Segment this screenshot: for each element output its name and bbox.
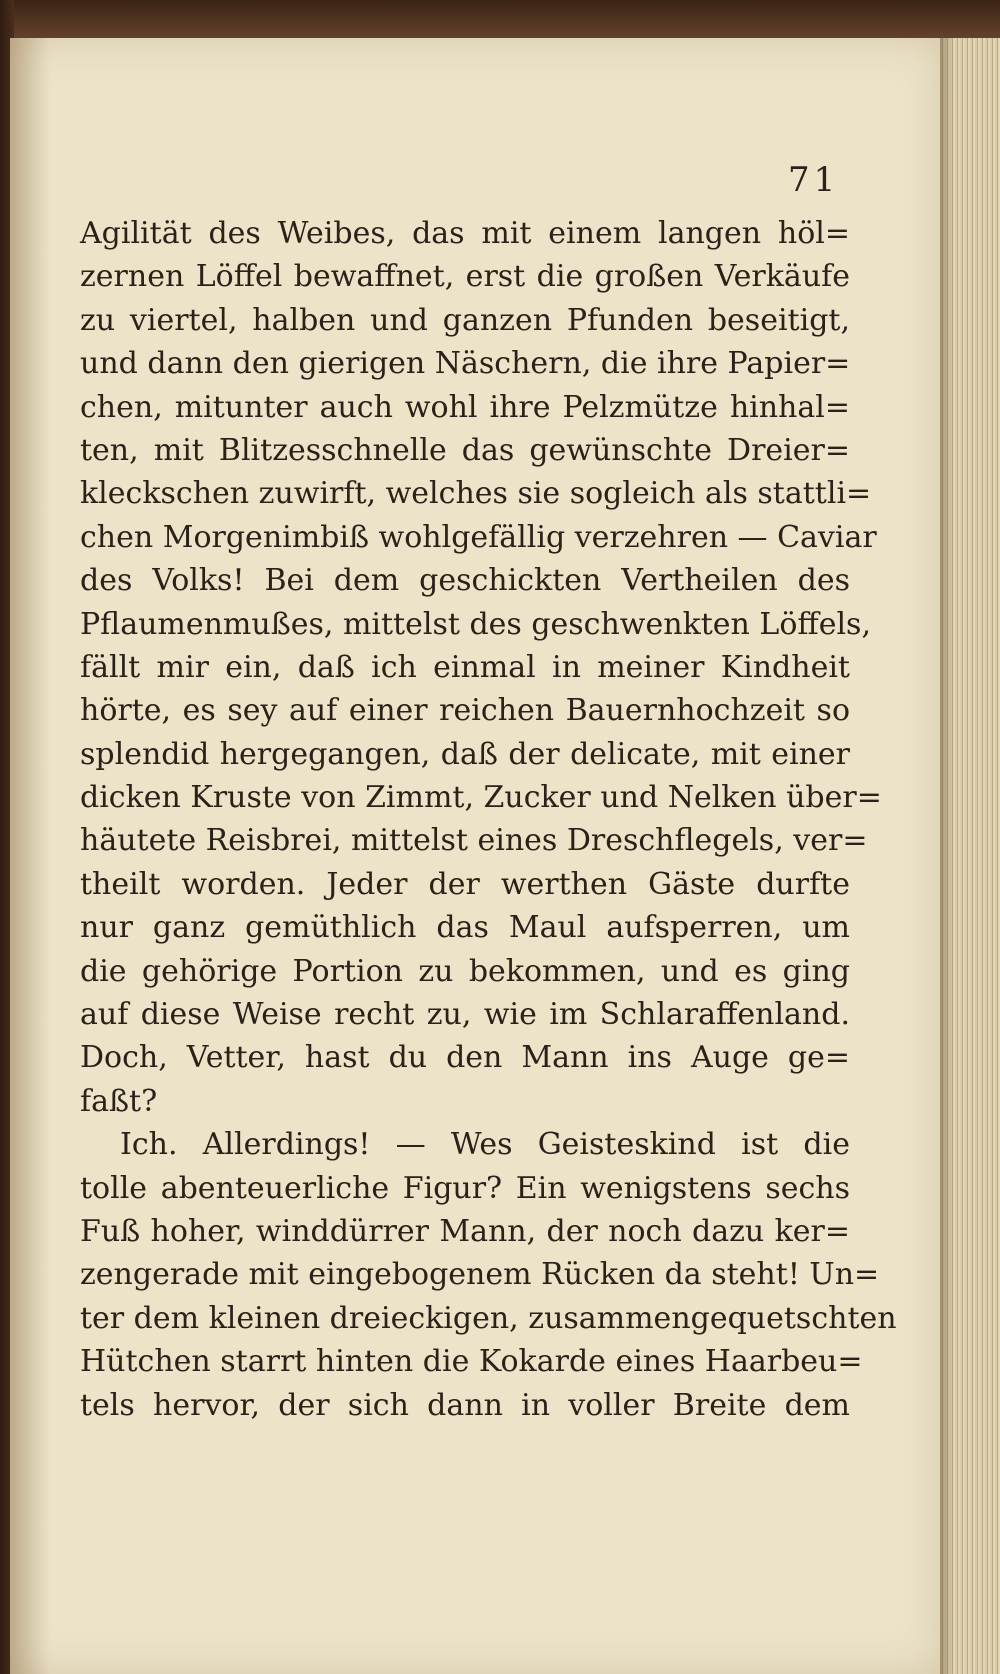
text-line: kleckschen zuwirft, welches sie sogleich als stattli= <box>80 476 872 512</box>
text-line: des Volks! Bei dem geschickten Vertheilen des <box>80 563 850 599</box>
text-line: und dann den gierigen Näschern, die ihre Papier= <box>80 346 851 382</box>
page-number: 71 <box>788 160 840 200</box>
text-line: hörte, es sey auf einer reichen Bauernhochzeit so <box>80 693 850 729</box>
text-line: chen Morgenimbiß wohlgefällig verzehren — Caviar <box>80 519 877 555</box>
body-text <box>80 212 897 1427</box>
text-line: tels hervor, der sich dann in voller Breite dem <box>80 1387 850 1423</box>
text-line: Fuß hoher, winddürrer Mann, der noch dazu ker= <box>80 1213 850 1249</box>
text-line: zernen Löffel bewaffnet, erst die großen Verkäufe <box>80 259 850 295</box>
text-line: häutete Reisbrei, mittelst eines Dreschflegels, ver= <box>80 823 868 859</box>
text-line: tolle abenteuerliche Figur? Ein wenigstens sechs <box>80 1170 850 1206</box>
text-line: fällt mir ein, daß ich einmal in meiner Kindheit <box>80 649 850 685</box>
text-line: nur ganz gemüthlich das Maul aufsperren, um <box>80 910 850 946</box>
text-line: chen, mitunter auch wohl ihre Pelzmütze hinhal= <box>80 389 850 425</box>
text-line: zengerade mit eingebogenem Rücken da steht! Un= <box>80 1257 880 1293</box>
text-line: theilt worden. Jeder der werthen Gäste durfte <box>80 866 850 902</box>
text-line: die gehörige Portion zu bekommen, und es ging <box>80 953 850 989</box>
text-line: auf diese Weise recht zu, wie im Schlaraffenland. <box>80 997 850 1033</box>
fore-edge-shadow <box>940 38 954 1674</box>
text-line: Hütchen starrt hinten die Kokarde eines Haarbeu= <box>80 1344 863 1380</box>
text-line: ten, mit Blitzesschnelle das gewünschte Dreier= <box>80 432 850 468</box>
gutter-shadow <box>10 38 50 1674</box>
text-line: zu viertel, halben und ganzen Pfunden beseitigt, <box>80 302 850 338</box>
text-line: Doch, Vetter, hast du den Mann ins Auge ge= <box>80 1040 850 1076</box>
text-line: ter dem kleinen dreieckigen, zusammengequetschten <box>80 1300 897 1336</box>
text-line: Ich. Allerdings! — Wes Geisteskind ist die <box>120 1127 850 1163</box>
text-line: Pflaumenmußes, mittelst des geschwenkten Löffels, <box>80 606 871 642</box>
text-line: Agilität des Weibes, das mit einem langen höl= <box>80 216 850 251</box>
text-line: faßt? <box>80 1083 158 1119</box>
text-line: dicken Kruste von Zimmt, Zucker und Nelken über= <box>80 780 882 816</box>
text-line: splendid hergegangen, daß der delicate, mit einer <box>80 736 850 772</box>
